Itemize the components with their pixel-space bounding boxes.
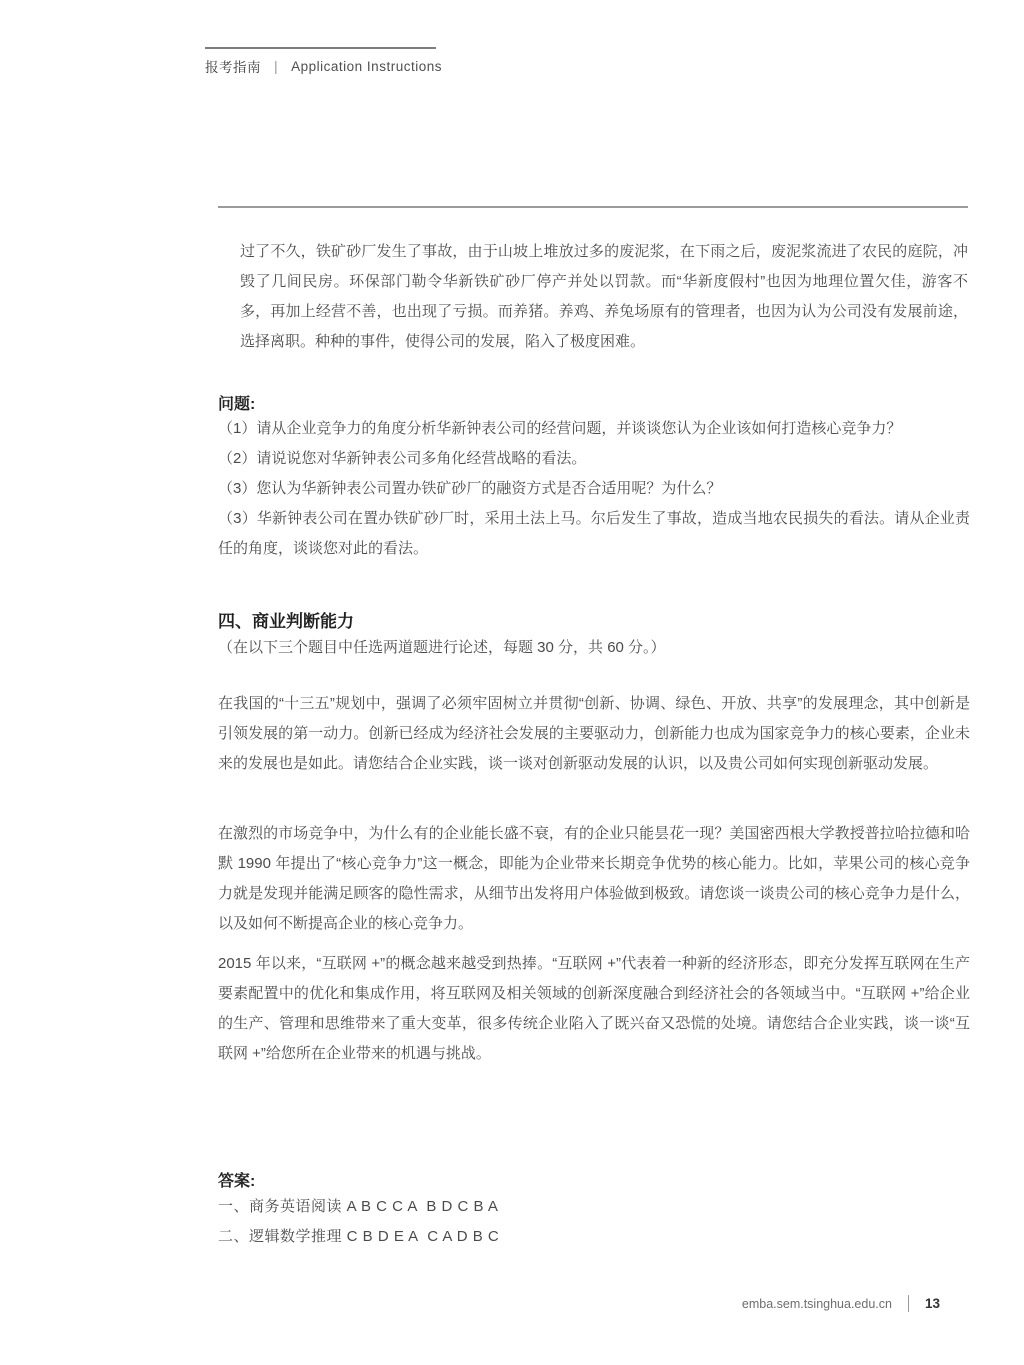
- question-item: （2）请说说您对华新钟表公司多角化经营战略的看法。: [218, 450, 587, 467]
- section-heading: 四、商业判断能力: [218, 612, 354, 631]
- page-number: 13: [924, 1296, 940, 1311]
- section-note: （在以下三个题目中任选两道题进行论述，每题 30 分，共 60 分。）: [218, 639, 666, 656]
- question-item: （1）请从企业竞争力的角度分析华新钟表公司的经营问题，并谈谈您认为企业该如何打造核心竞争力？: [218, 420, 902, 437]
- answer-item: 二、逻辑数学推理 C B D E A C A D B C: [218, 1228, 500, 1245]
- page-footer: [742, 1295, 940, 1312]
- question-item: （3）您认为华新钟表公司置办铁矿砂厂的融资方式是否合适用呢？为什么？: [218, 480, 722, 497]
- section-divider: [218, 206, 968, 208]
- header-rule: [205, 47, 436, 49]
- case-study-paragraph: 过了不久，铁矿砂厂发生了事故，由于山坡上堆放过多的废泥浆，在下雨之后，废泥浆流进了农民的庭院，冲毁了几间民房。环保部门勒令华新铁矿砂厂停产并处以罚款。而“华新度假村”也因为地理位置欠佳，游客不多，再加上经营不善，也出现了亏损。而养猪。养鸡、养兔场原有的管理者，也因为认为公司没有发展前途，选择离职。种种的事件，使得公司的发展，陷入了极度困难。: [240, 243, 968, 350]
- header-separator: |: [274, 58, 279, 74]
- essay-topic-paragraph: 在我国的“十三五”规划中，强调了必须牢固树立并贯彻“创新、协调、绿色、开放、共享”的发展理念，其中创新是引领发展的第一动力。创新已经成为经济社会发展的主要驱动力，创新能力也成为国家竞争力的核心要素，企业未来的发展也是如此。请您结合企业实践，谈一谈对创新驱动发展的认识，以及贵公司如何实现创新驱动发展。: [218, 695, 970, 772]
- essay-topic-paragraph: 在激烈的市场竞争中，为什么有的企业能长盛不衰，有的企业只能昙花一现？美国密西根大学教授普拉哈拉德和哈默 1990 年提出了“核心竞争力”这一概念，即能为企业带来长期竞争优势的核心能力。比如，苹果公司的核心竞争力就是发现并能满足顾客的隐性需求，从细节出发将用户体验做到极致。请您谈一谈贵公司的核心竞争力是什么，以及如何不断提高企业的核心竞争力。: [218, 825, 970, 932]
- page-header: [205, 56, 442, 76]
- answer-item: 一、商务英语阅读 A B C C A B D C B A: [218, 1198, 499, 1215]
- questions-heading: 问题:: [218, 396, 256, 413]
- header-title-zh: 报考指南: [205, 60, 261, 75]
- essay-topic-paragraph: 2015 年以来，“互联网 +”的概念越来越受到热捧。“互联网 +”代表着一种新的经济形态，即充分发挥互联网在生产要素配置中的优化和集成作用，将互联网及相关领域的创新深度融合到经济社会的各领域当中。“互联网 +”给企业的生产、管理和思维带来了重大变革，很多传统企业陷入了既兴奋又恐慌的处境。请您结合企业实践，谈一谈“互联网 +”给您所在企业带来的机遇与挑战。: [218, 955, 970, 1062]
- answers-heading: 答案:: [218, 1173, 256, 1190]
- question-item: （3）华新钟表公司在置办铁矿砂厂时，采用土法上马。尔后发生了事故，造成当地农民损失的看法。请从企业责任的角度，谈谈您对此的看法。: [218, 510, 970, 557]
- answers-list: [218, 1192, 499, 1252]
- header-title-en: Application Instructions: [291, 58, 442, 74]
- footer-divider: [908, 1295, 909, 1312]
- footer-url: emba.sem.tsinghua.edu.cn: [741, 1296, 892, 1311]
- questions-list: [218, 414, 970, 564]
